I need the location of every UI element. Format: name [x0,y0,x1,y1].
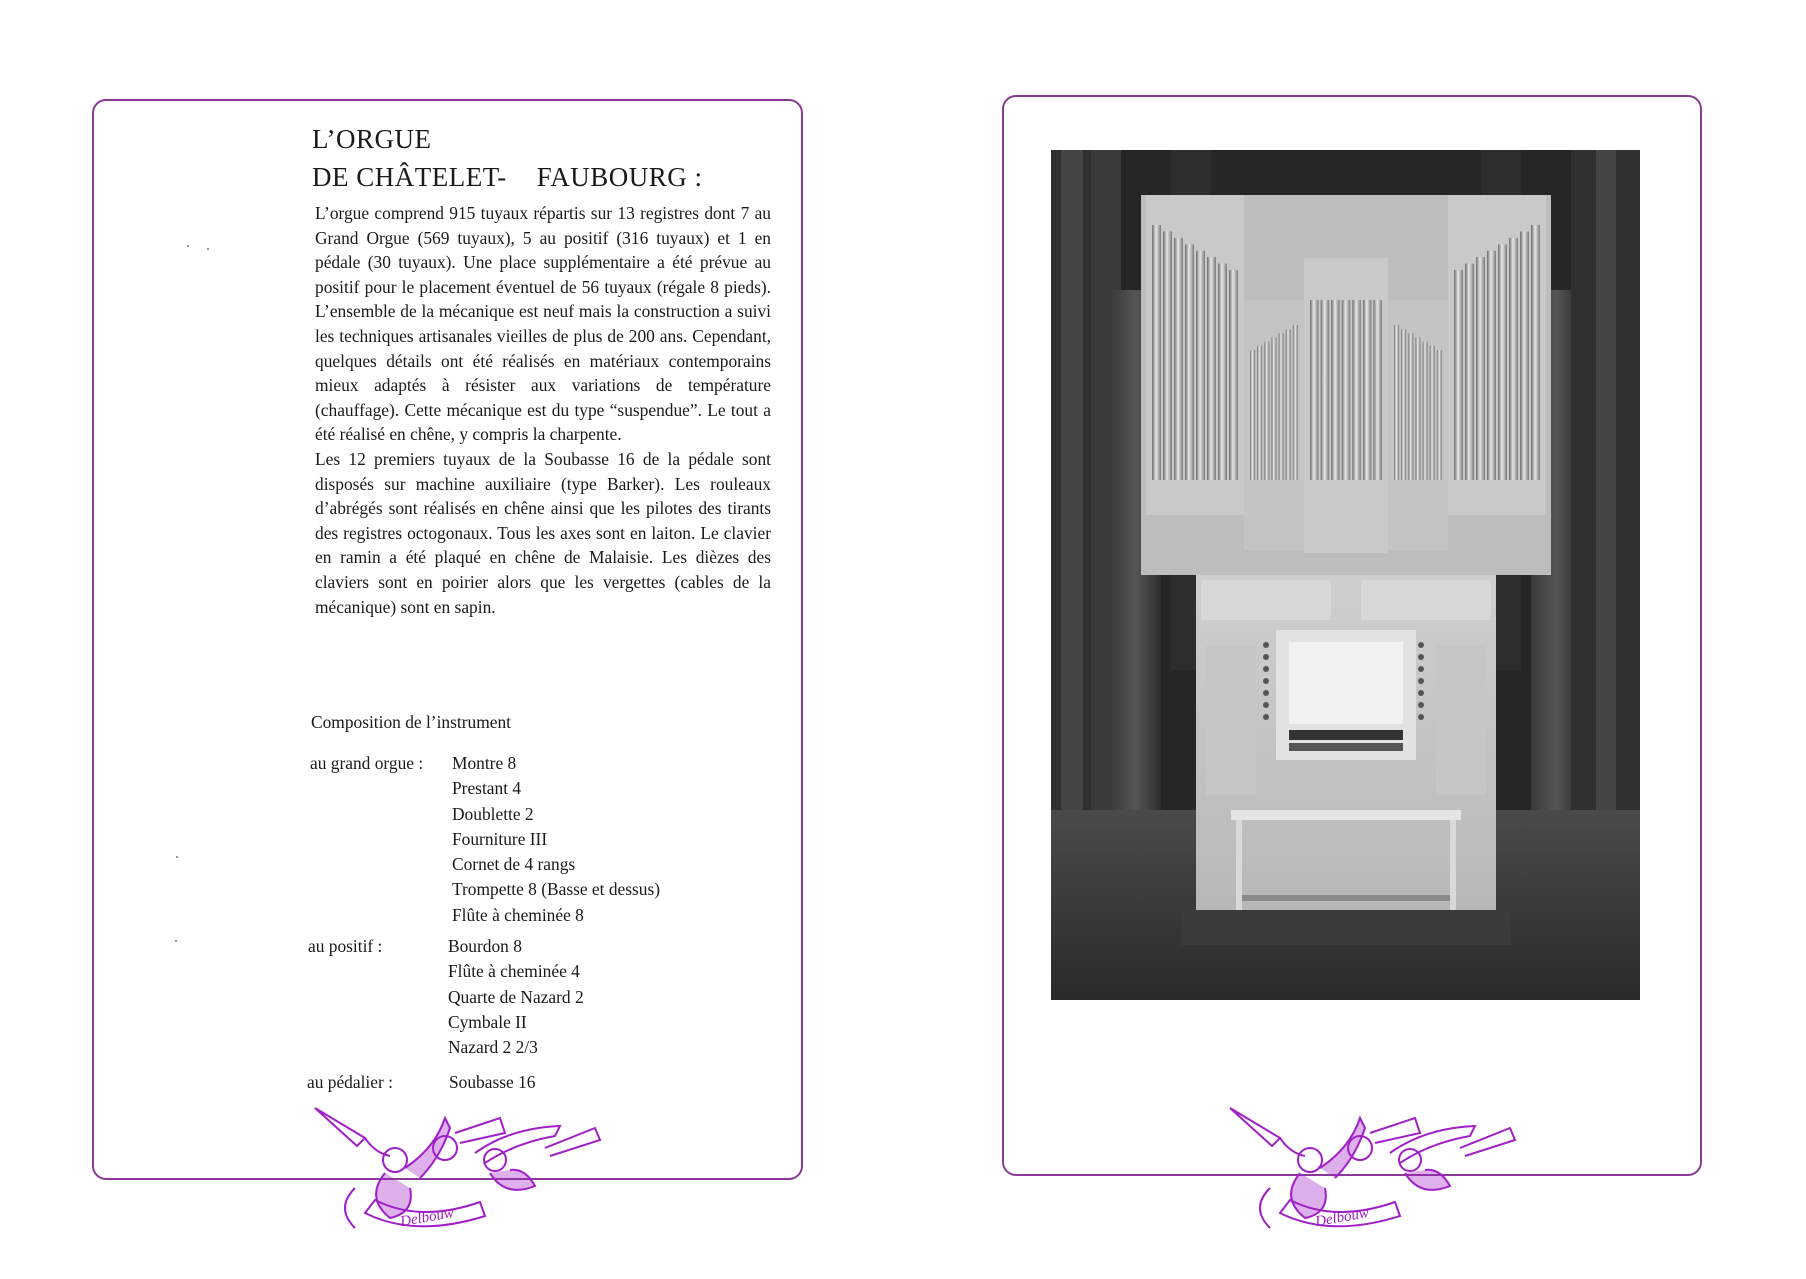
stop-item: Prestant 4 [452,778,522,799]
stop-list [452,751,660,928]
stop-item: Fourniture III [452,828,548,849]
organ-pipe [1509,238,1518,480]
logo-banner-text: Delbouw [398,1205,456,1231]
stop-item: Cornet de 4 rangs [452,854,576,875]
scan-speck [207,248,209,250]
stop-item: Doublette 2 [452,803,534,824]
organ-pipe [1430,346,1435,480]
description-text [315,201,771,619]
stop-item: Cymbale II [448,1011,527,1032]
title-line-2 [312,158,703,196]
stop-knob [1418,690,1424,696]
stop-knob [1263,654,1269,660]
organ-pipe [1498,244,1507,480]
organ-pipe [1476,257,1485,480]
organ-pipe [1401,329,1406,480]
stop-knob [1263,690,1269,696]
stop-knob [1263,666,1269,672]
stop-item: Bourdon 8 [448,936,522,956]
organ-pipe [1174,238,1183,480]
organ-pipe [1394,325,1399,480]
organ-pipe [1423,342,1428,480]
organ-pipe [1185,244,1194,480]
stop-knob [1418,642,1424,648]
organ-pipe [1163,231,1172,480]
organ-pipe [1531,225,1540,480]
organ-pipe [1331,300,1340,480]
organ-pipe [1321,300,1330,480]
organ-pipe [1250,350,1255,480]
stop-item: Soubasse 16 [449,1072,536,1092]
organ-pipe [1152,225,1161,480]
organ-pipe [1408,333,1413,480]
scan-speck [175,940,177,942]
organ-pipe [1487,251,1496,480]
organ-pipe [1352,300,1361,480]
section-label: au positif : [308,936,383,956]
title-line-2-part-2: FAUBOURG : [536,162,703,192]
paragraph-2: Les 12 premiers tuyaux de la Soubasse 16 de la pédale sont disposés sur machine auxiliaire (type Barker). Les rouleaux d’abrégés sont réalisés en chêne ainsi que les pilotes des tirants des registres octogonaux. Tous les axes sont en laiton. Le clavier en ramin a été plaqué en chêne de Malaisie. Les dièzes des claviers sont en poirier alors que les vergettes (cables de la mécanique) sont en sapin. [315,448,771,617]
stop-item: Flûte à cheminée 4 [448,961,580,982]
organ-pipe [1363,300,1372,480]
title-line-2-part-1: DE CHÂTELET- [312,162,507,192]
organ-pipe [1310,300,1319,480]
organ-pipe [1415,338,1420,481]
organ-pipe [1437,350,1442,480]
paragraph-1: L’orgue comprend 915 tuyaux répartis sur 13 registres dont 7 au Grand Orgue (569 tuyaux), 5 au positif (316 tuyaux) et 1 en pédale (30 tuyaux). Une place supplémentaire a été prévue au positif pour le placement éventuel de 56 tuyaux (régale 8 pieds). L’ensemble de la mécanique est neuf mais la construction a suivi les techniques artisanales vieilles de plus de 200 ans. Cependant, quelques détails ont été réalisés en matériaux contemporains mieux adaptés à résister aux variations de température (chauffage). Cette mécanique est du type “suspendue”. Le tout a été réalisé en chêne, y compris la charpente. [315,203,771,445]
trumpeting-angels-icon [295,1098,615,1243]
organ-pipe [1264,342,1269,480]
page-title [312,120,703,196]
organ-pipe [1271,338,1276,481]
section-label: au grand orgue : [310,753,424,773]
composition-heading: Composition de l’instrument [311,712,511,732]
organ-pipe [1218,264,1227,480]
organ-pipe [1279,333,1284,480]
stop-knob [1418,714,1424,720]
stop-knob [1263,642,1269,648]
organ-pipe [1286,329,1291,480]
organ-pipe [1342,300,1351,480]
organ-pipe [1196,251,1205,480]
stop-item: Montre 8 [452,753,517,773]
organ-pipe [1229,270,1238,480]
pipe-organ-photo [1051,150,1640,1000]
organ-pipe [1520,231,1529,480]
trumpeting-angels-icon [1210,1098,1530,1243]
stop-knob [1263,678,1269,684]
organ-pipe [1465,264,1474,480]
stop-knob [1418,702,1424,708]
stop-knob [1263,702,1269,708]
organ-pipe [1454,270,1463,480]
logo-banner-text: Delbouw [1313,1205,1371,1231]
organ-pipe [1373,300,1382,480]
organ-pipe [1293,325,1298,480]
stop-knob [1418,678,1424,684]
title-line-1: L’ORGUE [312,124,432,154]
stop-list [449,1070,535,1095]
organ-pipe [1257,346,1262,480]
section-label: au pédalier : [307,1072,393,1092]
stop-knob [1418,666,1424,672]
stop-list [448,934,584,1060]
stop-knob [1263,714,1269,720]
scan-speck [176,856,178,858]
stop-item: Nazard 2 2/3 [448,1037,538,1058]
organ-pipe [1207,257,1216,480]
stop-item: Flûte à cheminée 8 [452,904,584,925]
stop-item: Quarte de Nazard 2 [448,986,584,1007]
stop-item: Trompette 8 (Basse et dessus) [452,879,661,900]
scan-speck [187,245,189,247]
stop-knob [1418,654,1424,660]
